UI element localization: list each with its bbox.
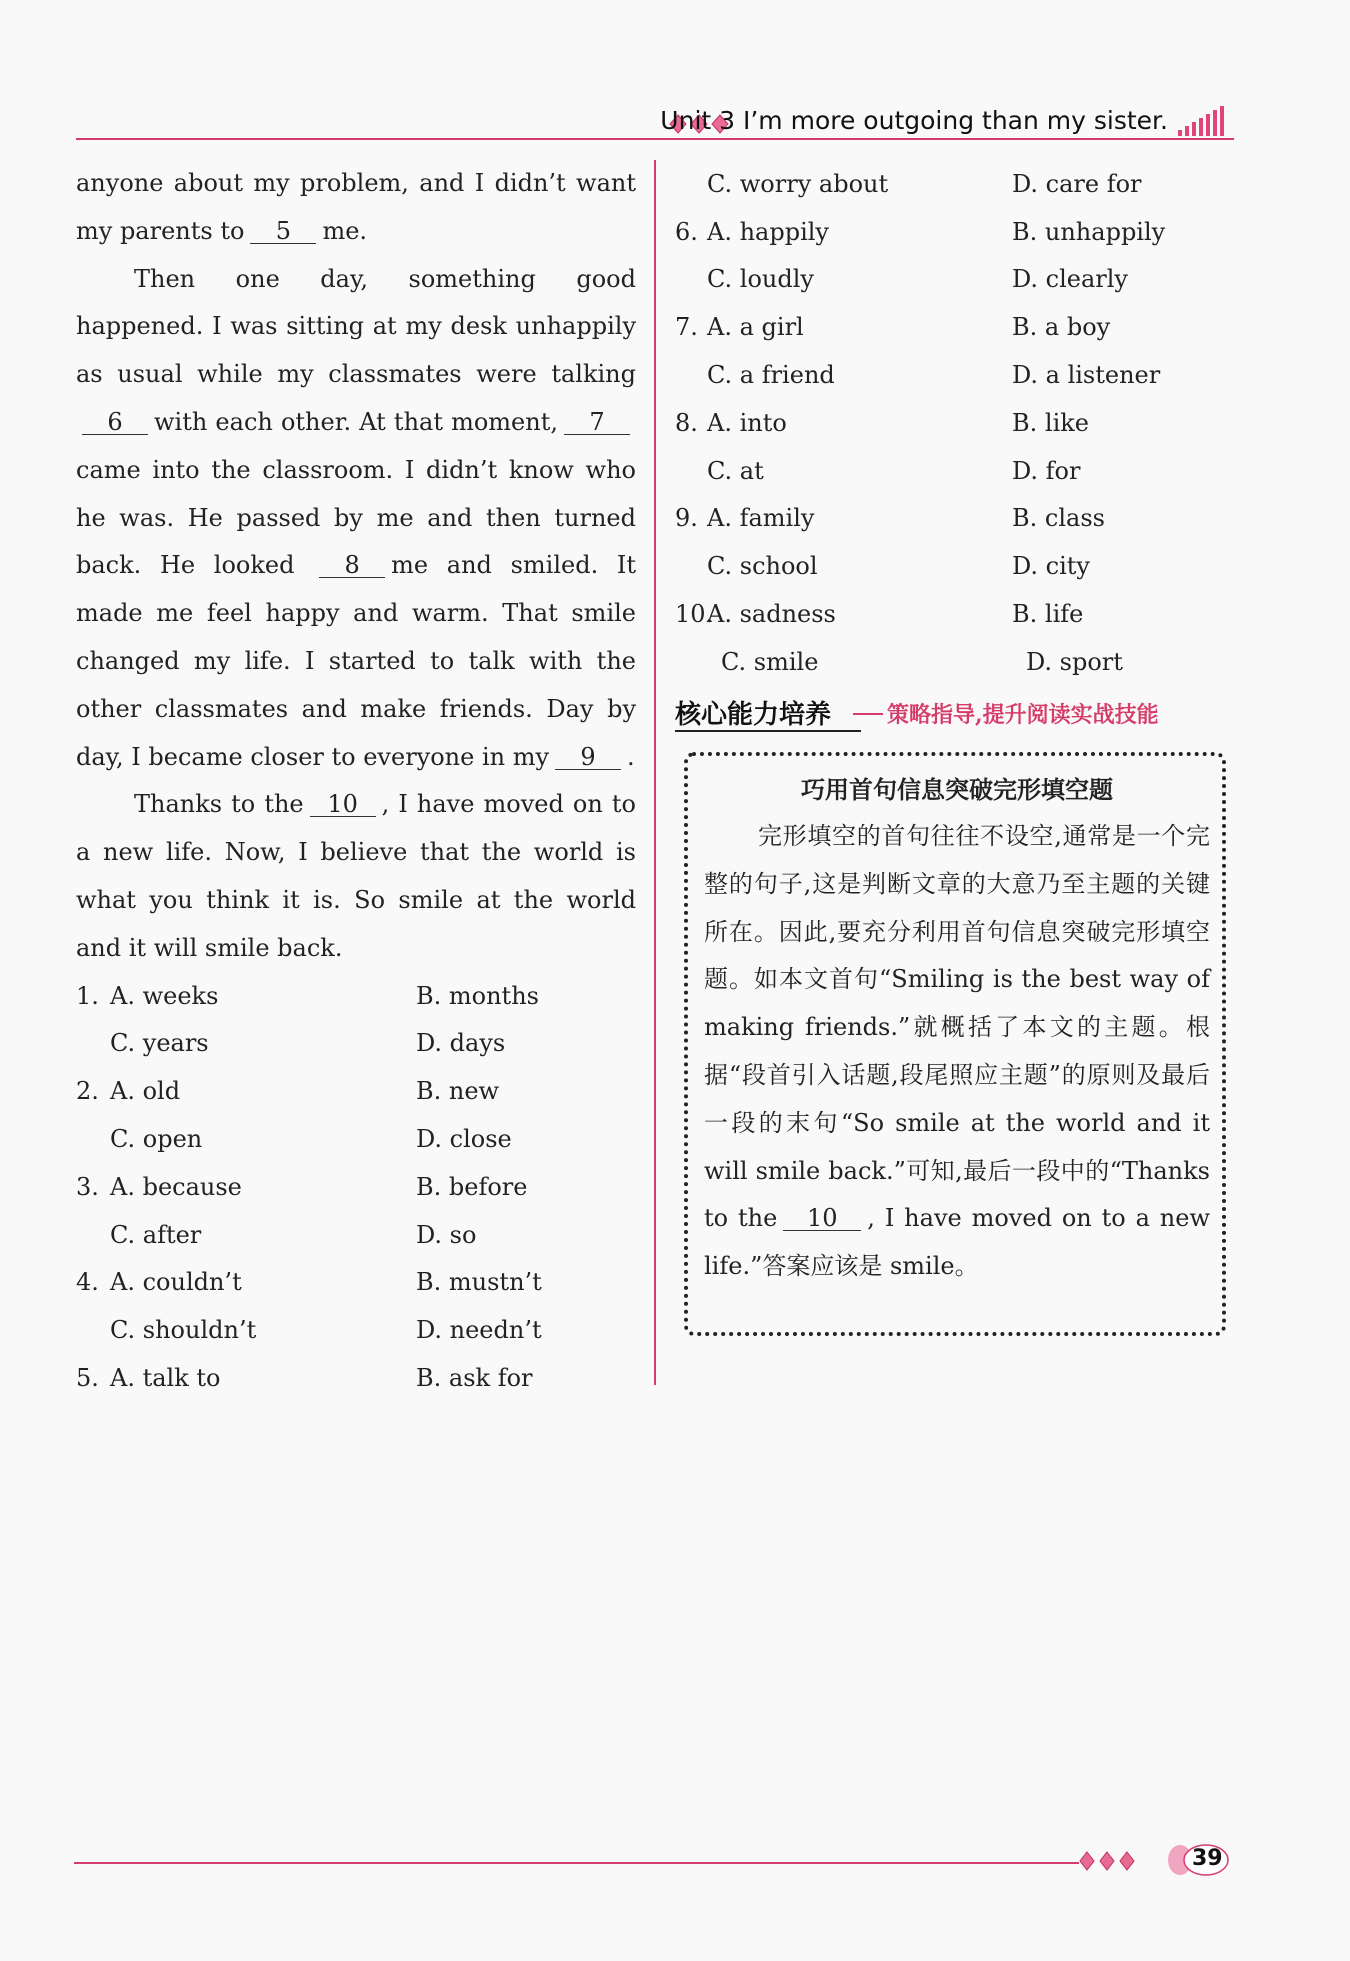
option-c[interactable]: C. a friend [707, 361, 835, 390]
option-row: 8. A. into B. like [675, 399, 1235, 447]
option-row [675, 160, 1235, 208]
option-b[interactable]: B. life [1012, 600, 1084, 629]
option-a[interactable]: A. family [707, 504, 815, 533]
option-row: 6. A. happily B. unhappily [675, 208, 1235, 256]
option-b[interactable]: B. like [1012, 408, 1089, 437]
passage-paragraph-2: Then one day, something good happened. I was sitting at my desk unhappily as usual while my classmates were talking6 with each other. At that moment, 7came into the classroom. I didn’t know who he was. He passed by me and then turned back. He looked 8 me and smiled. It made me feel happy and warm. That smile changed my life. I started to talk with the other classmates and make friends. Day by day, I became closer to everyone in my 9 . [76, 264, 636, 771]
option-d[interactable]: D. city [1012, 552, 1090, 581]
option-d[interactable]: D. clearly [1012, 265, 1128, 294]
tip-title: 巧用首句信息突破完形填空题 [801, 776, 1113, 804]
option-row: 4. A. couldn’t B. mustn’t [76, 1259, 636, 1307]
tip-blank-10: 10 [783, 1206, 861, 1231]
option-row [675, 447, 1235, 495]
option-c[interactable]: C. years [110, 1029, 209, 1058]
passage-paragraph-1: anyone about my problem, and I didn’t want my parents to 5 me. [76, 169, 636, 245]
option-c[interactable]: C. smile [721, 647, 819, 676]
option-b[interactable]: B. months [416, 981, 539, 1010]
option-a[interactable]: A. old [110, 1077, 181, 1106]
options-list-left [76, 973, 636, 1403]
title-underline [675, 730, 861, 732]
option-a[interactable]: A. into [707, 408, 787, 437]
column-divider [654, 160, 656, 1385]
option-row: 3. A. because B. before [76, 1164, 636, 1212]
option-row: 9. A. family B. class [675, 495, 1235, 543]
section-title: 核心能力培养 [675, 700, 832, 730]
option-a[interactable]: A. talk to [110, 1363, 221, 1392]
option-row: 7. A. a girl B. a boy [675, 303, 1235, 351]
option-b[interactable]: B. a boy [1012, 313, 1111, 342]
option-b[interactable]: B. unhappily [1012, 217, 1166, 246]
page-header [76, 96, 1234, 144]
diamonds-decoration-icon [1078, 1849, 1138, 1873]
blank-8[interactable]: 8 [319, 553, 385, 578]
option-d[interactable]: D. so [416, 1220, 477, 1249]
option-d[interactable]: D. close [416, 1124, 512, 1153]
option-c[interactable]: C. worry about [707, 169, 889, 198]
tip-box [684, 752, 1226, 1336]
option-row [675, 638, 1235, 686]
signal-bars-icon [1174, 104, 1234, 138]
page-number: 39 [1192, 1846, 1223, 1871]
option-b[interactable]: B. new [416, 1077, 500, 1106]
option-row [76, 1116, 636, 1164]
option-d[interactable]: D. days [416, 1029, 506, 1058]
option-c[interactable]: C. after [110, 1220, 202, 1249]
option-row [675, 256, 1235, 304]
header-rule [76, 138, 1234, 140]
left-column [76, 160, 636, 1403]
blank-10[interactable]: 10 [310, 792, 376, 817]
option-a[interactable]: A. couldn’t [110, 1268, 242, 1297]
blank-7[interactable]: 7 [564, 410, 630, 435]
option-d[interactable]: D. for [1012, 456, 1081, 485]
option-c[interactable]: C. school [707, 552, 818, 581]
option-c[interactable]: C. loudly [707, 265, 814, 294]
option-b[interactable]: B. mustn’t [416, 1268, 542, 1297]
option-c[interactable]: C. open [110, 1124, 203, 1153]
option-c[interactable]: C. at [707, 456, 764, 485]
option-d[interactable]: D. needn’t [416, 1316, 542, 1345]
option-b[interactable]: B. before [416, 1172, 528, 1201]
option-row: 5. A. talk to B. ask for [76, 1355, 636, 1403]
option-a[interactable]: A. a girl [707, 313, 804, 342]
option-row [76, 1307, 636, 1355]
heading-dash [853, 713, 883, 715]
option-c[interactable]: C. shouldn’t [110, 1316, 257, 1345]
option-row [675, 351, 1235, 399]
option-row: 1. A. weeks B. months [76, 973, 636, 1021]
option-d[interactable]: D. sport [1026, 647, 1123, 676]
unit-title: Unit 3 I’m more outgoing than my sister. [660, 106, 1168, 135]
blank-5[interactable]: 5 [250, 219, 316, 244]
passage-paragraph-3: Thanks to the 10 , I have moved on to a new life. Now, I believe that the world is what you think it is. So smile at the world and it will smile back. [76, 790, 636, 962]
option-a[interactable]: A. happily [707, 217, 829, 246]
option-b[interactable]: B. class [1012, 504, 1105, 533]
blank-9[interactable]: 9 [555, 745, 621, 770]
right-column [675, 160, 1235, 686]
option-b[interactable]: B. ask for [416, 1363, 533, 1392]
strategy-heading [675, 686, 1235, 738]
page-number-badge [1166, 1843, 1230, 1877]
footer-rule [74, 1862, 1079, 1864]
option-d[interactable]: D. a listener [1012, 361, 1161, 390]
option-a[interactable]: A. sadness [707, 600, 836, 629]
option-row [76, 1212, 636, 1260]
tip-text: 完形填空的首句往往不设空,通常是一个完整的句子,这是判断文章的大意乃至主题的关键所在。因此,要充分利用首句信息突破完形填空题。如本文首句“Smiling is the best way of making friends.”就概括了本文的主题。根据“段首引入话题,段尾照应主题”的原则及最后一段的末句“So smile at the world and it will smile back.”可知,最后一段中的“Thanks to the 10 , I have moved on to a new life.”答案应该是 smile。 [704, 822, 1210, 1281]
option-row: 2. A. old B. new [76, 1068, 636, 1116]
option-row [76, 1020, 636, 1068]
option-row [675, 542, 1235, 590]
section-subtitle: 策略指导,提升阅读实战技能 [887, 702, 1159, 728]
option-a[interactable]: A. weeks [110, 981, 219, 1010]
option-a[interactable]: A. because [110, 1172, 242, 1201]
option-row: 10. A. sadness B. life [675, 590, 1235, 638]
blank-6[interactable]: 6 [82, 410, 148, 435]
option-d[interactable]: D. care for [1012, 169, 1142, 198]
